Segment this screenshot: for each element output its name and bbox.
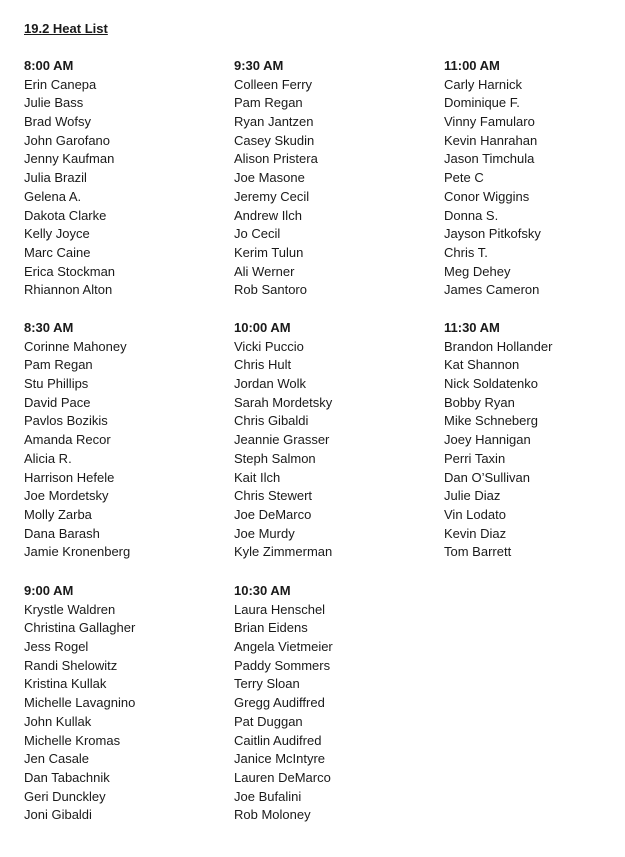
participant-name: Vin Lodato — [444, 506, 506, 522]
participant-name: Jeremy Cecil — [234, 188, 310, 204]
participant-name: Jordan Wolk — [234, 376, 307, 392]
participant-name: Jeannie Grasser — [234, 432, 330, 448]
participant-name: Kevin Hanrahan — [444, 132, 538, 148]
participant-name: Erin Canepa — [24, 76, 97, 92]
participant-name: Perri Taxin — [444, 450, 506, 466]
participant-name: Jamie Kronenberg — [24, 544, 131, 560]
participant-name: Stu Phillips — [24, 376, 89, 392]
participant-name: Corinne Mahoney — [24, 338, 127, 354]
participant-list — [444, 76, 625, 300]
participant-name: Krystle Waldren — [24, 601, 116, 617]
participant-name: Chris Gibaldi — [234, 413, 309, 429]
heat-time: 10:00 AM — [234, 320, 291, 335]
participant-name: Molly Zarba — [24, 506, 92, 522]
participant-name: Lauren DeMarco — [234, 769, 331, 785]
participant-name: Alison Pristera — [234, 151, 318, 167]
participant-name: John Garofano — [24, 132, 111, 148]
participant-name: Marc Caine — [24, 244, 91, 260]
heat-time: 8:00 AM — [24, 58, 74, 73]
heat-time: 10:30 AM — [234, 583, 291, 598]
participant-list — [234, 601, 424, 825]
participant-name: Carly Harnick — [444, 76, 523, 92]
participant-list — [234, 76, 424, 300]
participant-name: Pat Duggan — [234, 713, 303, 729]
participant-name: Donna S. — [444, 207, 499, 223]
participant-name: Alicia R. — [24, 450, 72, 466]
participant-list — [24, 338, 214, 562]
participant-name: Kevin Diaz — [444, 525, 507, 541]
participant-name: Julie Diaz — [444, 488, 501, 504]
heat-block — [24, 319, 214, 562]
participant-name: Ali Werner — [234, 263, 295, 279]
heat-block — [234, 582, 424, 825]
participant-name: Michelle Kromas — [24, 732, 121, 748]
heat-block — [234, 319, 424, 562]
participant-name: Dakota Clarke — [24, 207, 107, 223]
participant-name: Jen Casale — [24, 751, 90, 767]
participant-name: Rob Moloney — [234, 807, 311, 823]
participant-name: Joni Gibaldi — [24, 807, 92, 823]
participant-name: Geri Dunckley — [24, 788, 106, 804]
participant-list — [234, 338, 424, 562]
participant-name: Angela Vietmeier — [234, 639, 333, 655]
participant-name: Brian Eidens — [234, 620, 308, 636]
participant-name: Casey Skudin — [234, 132, 315, 148]
participant-name: Gregg Audiffred — [234, 695, 325, 711]
participant-list — [444, 338, 625, 562]
heat-time: 9:00 AM — [24, 583, 74, 598]
participant-name: Brad Wofsy — [24, 114, 91, 130]
participant-name: Kyle Zimmerman — [234, 544, 333, 560]
participant-name: Janice McIntyre — [234, 751, 326, 767]
participant-name: Jenny Kaufman — [24, 151, 115, 167]
participant-name: Mike Schneberg — [444, 413, 538, 429]
participant-name: Brandon Hollander — [444, 338, 553, 354]
participant-name: Paddy Sommers — [234, 657, 331, 673]
participant-name: Laura Henschel — [234, 601, 326, 617]
participant-list — [24, 76, 214, 300]
participant-name: Julie Bass — [24, 95, 84, 111]
participant-name: Jess Rogel — [24, 639, 89, 655]
heat-block — [234, 57, 424, 300]
participant-name: John Kullak — [24, 713, 92, 729]
participant-name: Meg Dehey — [444, 263, 511, 279]
participant-name: Dan Tabachnik — [24, 769, 110, 785]
participant-name: Dominique F. — [444, 95, 520, 111]
heat-block — [444, 319, 625, 562]
participant-name: Kristina Kullak — [24, 676, 107, 692]
participant-name: Terry Sloan — [234, 676, 300, 692]
participant-name: Amanda Recor — [24, 432, 111, 448]
participant-name: Conor Wiggins — [444, 188, 530, 204]
participant-name: Joe DeMarco — [234, 506, 312, 522]
heat-block — [24, 57, 214, 300]
participant-name: Pete C — [444, 170, 484, 186]
participant-name: Pavlos Bozikis — [24, 413, 108, 429]
participant-name: Bobby Ryan — [444, 394, 515, 410]
participant-name: Sarah Mordetsky — [234, 394, 333, 410]
participant-name: Chris T. — [444, 244, 488, 260]
participant-name: Joe Mordetsky — [24, 488, 109, 504]
participant-name: Erica Stockman — [24, 263, 116, 279]
heat-block — [444, 57, 625, 300]
participant-name: Andrew Ilch — [234, 207, 302, 223]
participant-name: Kelly Joyce — [24, 226, 90, 242]
participant-name: Kait Ilch — [234, 469, 281, 485]
participant-name: Vicki Puccio — [234, 338, 304, 354]
participant-name: Tom Barrett — [444, 544, 512, 560]
participant-name: Christina Gallagher — [24, 620, 136, 636]
participant-name: Harrison Hefele — [24, 469, 115, 485]
heat-time: 8:30 AM — [24, 320, 74, 335]
participant-name: James Cameron — [444, 282, 540, 298]
participant-name: Jayson Pitkofsky — [444, 226, 541, 242]
participant-name: Julia Brazil — [24, 170, 87, 186]
participant-name: Ryan Jantzen — [234, 114, 314, 130]
participant-name: Kat Shannon — [444, 357, 520, 373]
heat-time: 11:30 AM — [444, 320, 500, 335]
participant-name: Joe Murdy — [234, 525, 295, 541]
participant-name: Chris Hult — [234, 357, 292, 373]
participant-name: Chris Stewert — [234, 488, 313, 504]
participant-name: Jo Cecil — [234, 226, 281, 242]
participant-name: Michelle Lavagnino — [24, 695, 136, 711]
participant-name: Joe Masone — [234, 170, 305, 186]
participant-name: Caitlin Audifred — [234, 732, 322, 748]
participant-name: Gelena A. — [24, 188, 82, 204]
participant-name: Rob Santoro — [234, 282, 307, 298]
participant-name: Joe Bufalini — [234, 788, 302, 804]
participant-name: David Pace — [24, 394, 91, 410]
participant-list — [24, 601, 214, 825]
participant-name: Dan O’Sullivan — [444, 469, 530, 485]
heat-time: 9:30 AM — [234, 58, 284, 73]
heat-block — [24, 582, 214, 825]
participant-name: Pam Regan — [234, 95, 303, 111]
participant-name: Vinny Famularo — [444, 114, 535, 130]
participant-name: Joey Hannigan — [444, 432, 531, 448]
participant-name: Jason Timchula — [444, 151, 535, 167]
participant-name: Nick Soldatenko — [444, 376, 538, 392]
participant-name: Randi Shelowitz — [24, 657, 118, 673]
participant-name: Colleen Ferry — [234, 76, 313, 92]
participant-name: Dana Barash — [24, 525, 100, 541]
participant-name: Pam Regan — [24, 357, 93, 373]
page-title: 19.2 Heat List — [24, 21, 108, 36]
participant-name: Rhiannon Alton — [24, 282, 113, 298]
participant-name: Steph Salmon — [234, 450, 316, 466]
participant-name: Kerim Tulun — [234, 244, 304, 260]
heat-time: 11:00 AM — [444, 58, 500, 73]
